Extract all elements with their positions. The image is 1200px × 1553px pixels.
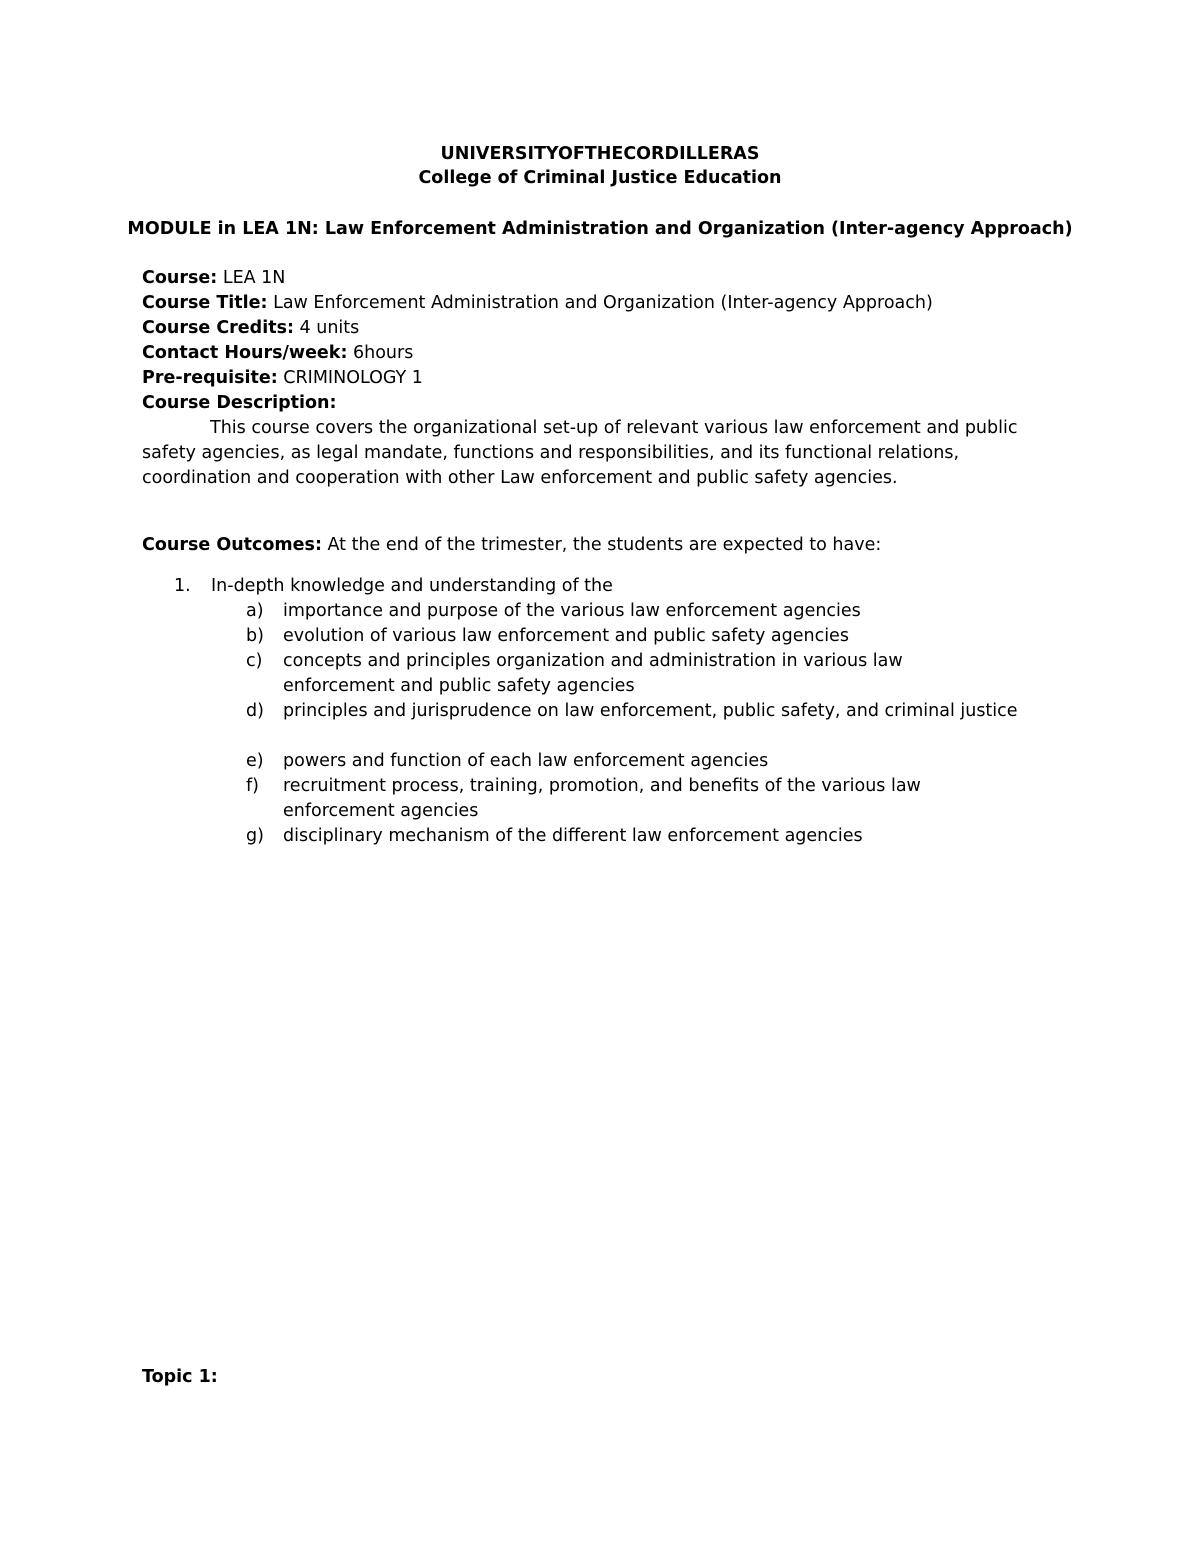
course-value: LEA 1N: [217, 268, 286, 288]
course-credits-line: [142, 316, 359, 341]
sub-item-letter: c): [246, 651, 263, 671]
sub-item-letter: a): [246, 601, 264, 621]
prerequisite-line: [142, 366, 423, 391]
sub-item-letter: g): [246, 826, 264, 846]
topic-label: Topic 1:: [142, 1367, 218, 1387]
sub-item-text: importance and purpose of the various law enforcement agencies: [283, 601, 861, 621]
course-description-text: This course covers the organizational set-up of relevant various law enforcement and public safety agencies, as legal mandate, functions and responsibilities, and its functional relations, coordination and cooperation with other Law enforcement and public safety agencies.: [142, 418, 1018, 488]
course-title-value: Law Enforcement Administration and Organization (Inter-agency Approach): [267, 293, 933, 313]
course-outcomes-intro: At the end of the trimester, the students are expected to have:: [321, 535, 882, 555]
university-name: UNIVERSITYOFTHECORDILLERAS: [440, 144, 760, 164]
course-title-line: [142, 291, 933, 316]
contact-hours-label: Contact Hours/week:: [142, 343, 348, 363]
sub-item-letter: b): [246, 626, 264, 646]
course-description-label: Course Description:: [142, 393, 337, 413]
course-description-heading: [142, 391, 337, 416]
course-title-label: Course Title:: [142, 293, 268, 313]
sub-item-text: principles and jurisprudence on law enforcement, public safety, and criminal justice: [283, 701, 1018, 721]
sub-item-text: evolution of various law enforcement and public safety agencies: [283, 626, 849, 646]
course-credits-label: Course Credits:: [142, 318, 294, 338]
college-name: College of Criminal Justice Education: [418, 168, 782, 188]
sub-item-letter: d): [246, 701, 264, 721]
sub-item-letter: f): [246, 776, 259, 796]
prerequisite-value: CRIMINOLOGY 1: [277, 368, 423, 388]
prerequisite-label: Pre-requisite:: [142, 368, 278, 388]
outcome-number: 1.: [174, 576, 191, 596]
module-title: MODULE in LEA 1N: Law Enforcement Administration and Organization (Inter-agency Approach): [127, 219, 1073, 239]
outcome-text: In-depth knowledge and understanding of the: [211, 576, 613, 596]
course-line: [142, 266, 285, 291]
sub-item-text: recruitment process, training, promotion, and benefits of the various law enforcement agencies: [283, 776, 921, 821]
sub-item-letter: e): [246, 751, 264, 771]
contact-hours-line: [142, 341, 413, 366]
sub-item-text: powers and function of each law enforcement agencies: [283, 751, 769, 771]
contact-hours-value: 6hours: [347, 343, 414, 363]
course-outcomes-line: [142, 533, 881, 558]
sub-item-text: concepts and principles organization and administration in various law enforcement and public safety agencies: [283, 651, 903, 696]
sub-item-text: disciplinary mechanism of the different law enforcement agencies: [283, 826, 863, 846]
course-credits-value: 4 units: [293, 318, 360, 338]
course-label: Course:: [142, 268, 218, 288]
course-outcomes-label: Course Outcomes:: [142, 535, 322, 555]
